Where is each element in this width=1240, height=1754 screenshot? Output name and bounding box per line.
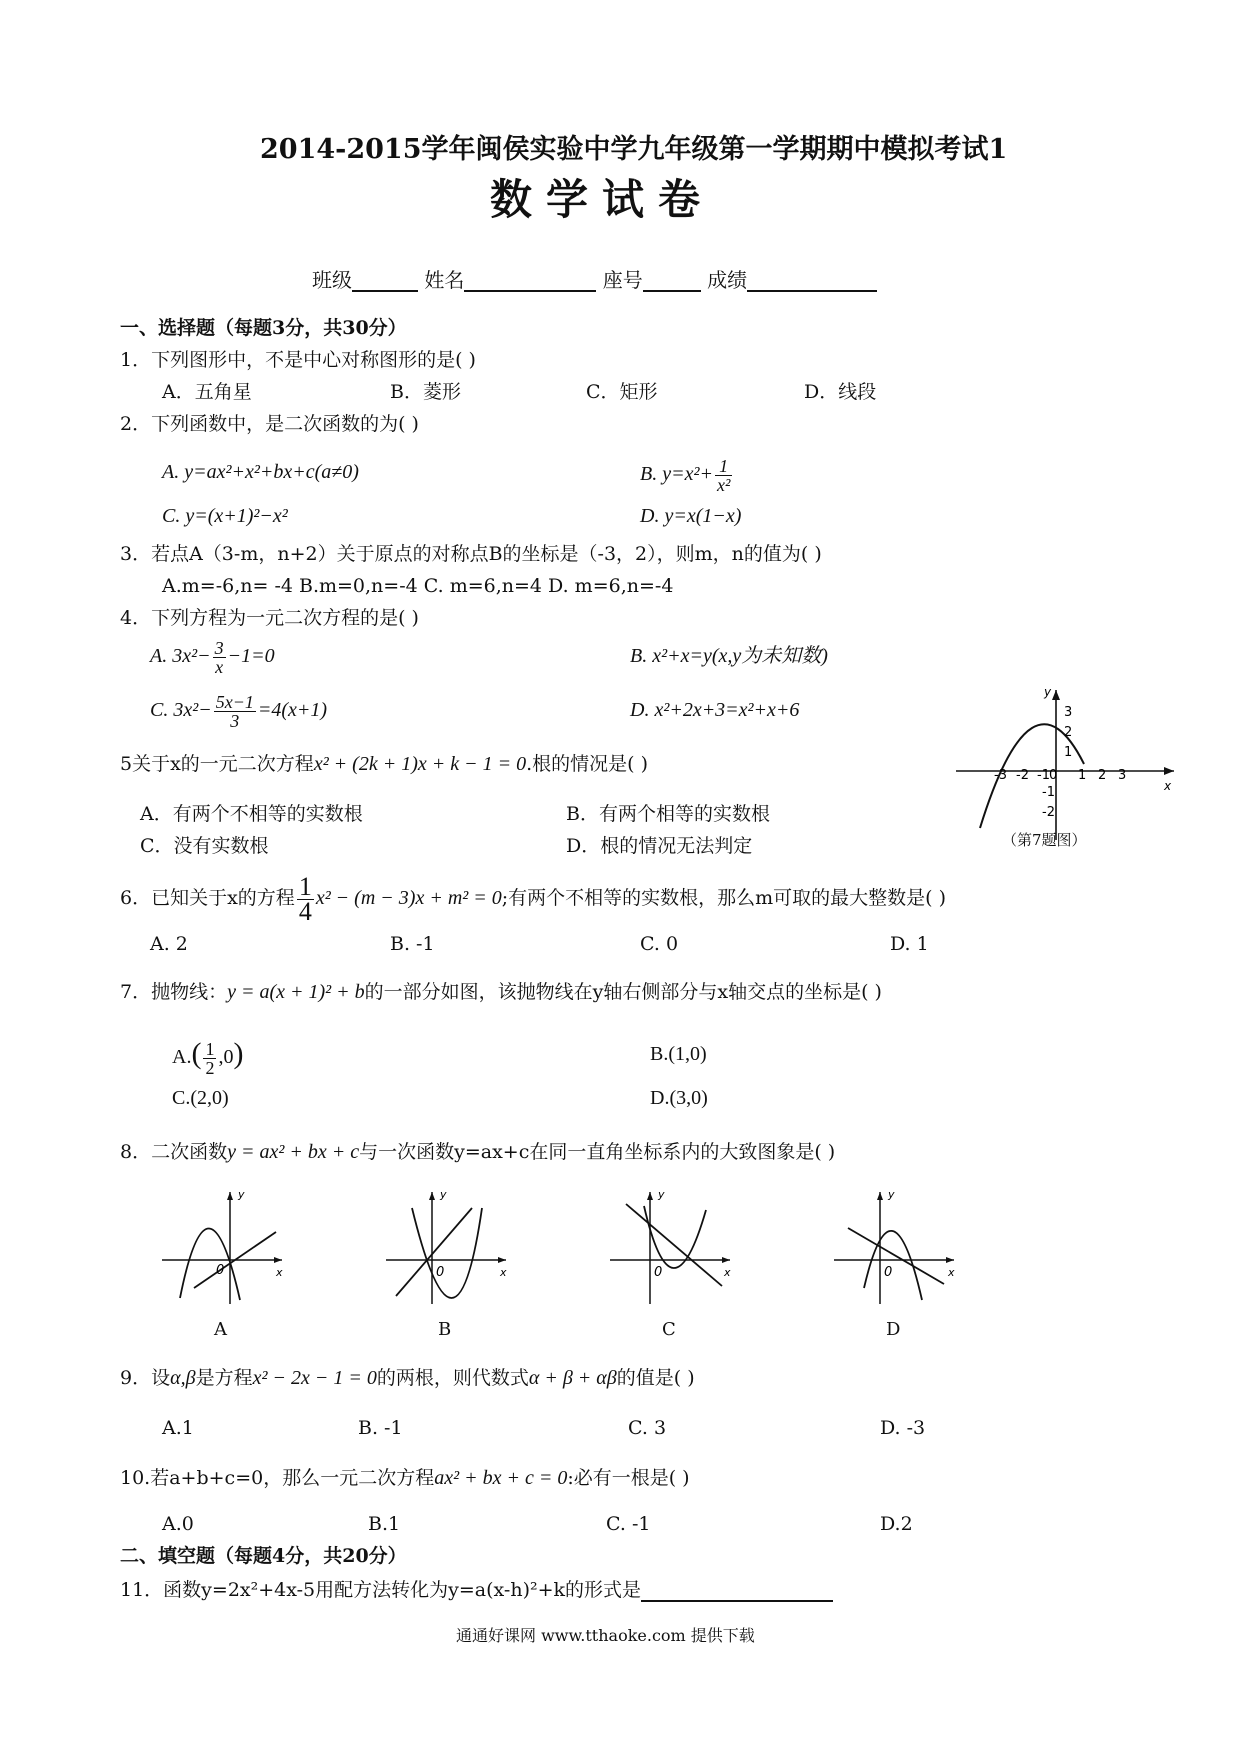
q6-option-a: A. 2 [150,933,188,955]
q5-option-a: A．有两个不相等的实数根 [140,803,363,825]
q4-option-a-pre: A. 3x²− [150,645,211,667]
q2-option-b-denominator: x² [716,474,731,495]
q9-option-d: D. -3 [880,1417,926,1439]
q10-option-d: D.2 [880,1513,913,1535]
svg-text:y: y [888,1188,895,1201]
svg-text:x: x [948,1266,955,1279]
q4-option-c [150,688,327,732]
q2-option-c: C. y=(x+1)²−x² [162,505,288,527]
score-blank[interactable] [747,268,877,292]
q8-graph-b-label: B [438,1319,452,1340]
q6-stem-post: ;有两个不相等的实数根，那么m可取的最大整数是( ) [501,887,947,909]
q8-d-line [848,1228,944,1284]
q7-y-tick: -1 [1042,785,1055,800]
q8-a-parabola [180,1228,240,1300]
q7-x-tick: 2 [1098,768,1107,783]
q7-equation: y = a(x + 1)² + b [227,981,365,1003]
q6-stem-pre: 6．已知关于x的方程 [120,887,295,909]
q8-b-line [396,1208,472,1296]
q4-option-c-denominator: 3 [230,710,240,731]
q7-x-tick: 0 [1049,768,1058,783]
q9-option-c: C. 3 [628,1417,667,1439]
q7-figure-caption: （第7题图） [1002,831,1087,849]
q9-stem-mid: 是方程 [195,1367,253,1389]
q2-option-b [640,452,734,496]
class-label: 班级 [312,268,352,292]
q7-x-arrow [1164,767,1174,775]
q7-x-label: x [1164,779,1172,793]
q10-stem-pre: 10.若a+b+c=0，那么一元二次方程 [120,1467,435,1489]
seat-blank[interactable] [643,268,701,292]
q6-stem [120,871,947,926]
svg-text:y: y [658,1188,665,1201]
q7-y-tick: 2 [1064,725,1073,740]
q2-option-b-numerator: 1 [715,457,732,476]
q1-option-b: B．菱形 [390,381,461,403]
q7-y-tick: -2 [1042,805,1055,820]
q5-stem [120,752,648,776]
q6-option-b: B. -1 [390,933,435,955]
q3-options: A.m=-6,n= -4 B.m=0,n=-4 C. m=6,n=4 D. m=6,n=-4 [162,575,674,597]
q10-option-c: C. -1 [606,1513,651,1535]
svg-text:0: 0 [216,1263,225,1278]
q7-x-tick: 3 [1118,768,1127,783]
svg-text:0: 0 [884,1265,893,1280]
q7-option-a-denominator: 2 [205,1057,215,1078]
q7-figure [952,680,1182,850]
student-info-row [312,268,877,292]
svg-text:y: y [440,1188,447,1201]
q8-b-parabola [412,1208,482,1298]
name-label: 姓名 [424,268,465,292]
q4-option-a [150,634,275,678]
q8-stem-post: 与一次函数y=ax+c在同一直角坐标系内的大致图象是( ) [359,1141,836,1163]
q10-stem-post: :必有一根是( ) [567,1467,690,1489]
q1-option-c: C．矩形 [586,381,658,403]
svg-text:0: 0 [436,1265,445,1280]
q7-x-tick: -1 [1037,768,1050,783]
exam-title: 2014-2015学年闽侯实验中学九年级第一学期期中模拟考试1 [260,134,1008,165]
q9-roots: α,β [170,1367,196,1389]
q7-x-tick: 1 [1078,768,1087,783]
q7-option-a-numerator: 1 [205,1038,215,1059]
q7-option-b: B.(1,0) [650,1043,707,1065]
q7-option-a-post: ,0 [218,1046,234,1068]
svg-text:x: x [276,1266,283,1279]
q7-x-tick: -2 [1016,768,1029,783]
q8-graph-a [158,1188,288,1308]
q3-stem: 3．若点A（3-m，n+2）关于原点的对称点B的坐标是（-3，2），则m，n的值为( ) [120,543,822,565]
q4-option-a-post: −1=0 [227,645,275,667]
q7-y-tick: 1 [1064,745,1073,760]
q7-option-a: A.( $\frac{1}{2}$ ,0) [172,1037,244,1078]
q7-y-tick: 3 [1064,705,1073,720]
q7-option-d: D.(3,0) [650,1087,708,1109]
q5-stem-pre: 5关于x的一元二次方程 [120,753,314,775]
class-blank[interactable] [352,268,418,292]
q4-option-a-denominator: x [215,656,224,677]
svg-text:0: 0 [654,1265,663,1280]
q7-y-arrow [1052,690,1060,700]
q9-stem [120,1366,695,1390]
q6-option-c: C. 0 [640,933,679,955]
q1-stem: 1．下列图形中，不是中心对称图形的是( ) [120,349,476,371]
q2-option-b-text: B. y=x²+ [640,463,713,485]
q10-option-b: B.1 [368,1513,401,1535]
footer-credit: 通通好课网 www.tthaoke.com 提供下载 [456,1626,755,1645]
svg-text:y: y [238,1188,245,1201]
q2-option-d: D. y=x(1−x) [640,505,742,527]
q8-graph-c [606,1188,736,1308]
q8-c-line [626,1204,722,1286]
q5-option-d: D．根的情况无法判定 [566,835,753,857]
q7-option-c: C.(2,0) [172,1087,229,1109]
q8-graph-c-label: C [662,1319,676,1340]
q7-y-label: y [1044,685,1052,699]
q10-equation: ax² + bx + c = 0 [434,1467,568,1489]
q10-option-a: A.0 [162,1513,194,1535]
q9-stem-mid2: 的两根，则代数式 [376,1367,529,1389]
q10-stem [120,1466,690,1490]
q5-option-c: C．没有实数根 [140,835,269,857]
q7-option-a-label: A. [172,1046,192,1068]
q9-equation: x² − 2x − 1 = 0 [252,1367,377,1389]
section-fill-heading: 二、填空题（每题4分，共20分） [120,1545,407,1567]
q9-stem-post: 的值是( ) [616,1367,695,1389]
q9-stem-pre: 9．设 [120,1367,171,1389]
q8-c-parabola [644,1206,706,1268]
q7-stem [120,980,882,1004]
q4-option-c-pre: C. 3x²− [150,699,212,721]
q2-stem: 2．下列函数中，是二次函数的为( ) [120,413,419,435]
q5-stem-post: .根的情况是( ) [526,753,649,775]
q7-stem-pre: 7．抛物线： [120,981,228,1003]
q5-option-b: B．有两个相等的实数根 [566,803,770,825]
exam-subtitle: 数学试卷 [490,175,715,224]
q6-option-d: D. 1 [890,933,929,955]
q9-expression: α + β + αβ [528,1367,617,1389]
q11-stem [120,1578,833,1602]
section-choice-heading: 一、选择题（每题3分，共30分） [120,317,407,339]
q8-stem-pre: 8．二次函数 [120,1141,228,1163]
q8-equation: y = ax² + bx + c [227,1141,360,1163]
q8-stem [120,1140,835,1164]
name-blank[interactable] [464,268,596,292]
q9-option-b: B. -1 [358,1417,403,1439]
svg-text:x: x [500,1266,507,1279]
q5-equation: x² + (2k + 1)x + k − 1 = 0 [313,753,527,775]
svg-text:x: x [724,1266,731,1279]
q4-option-a-numerator: 3 [214,637,224,658]
q2-option-a: A. y=ax²+x²+bx+c(a≠0) [162,461,359,483]
q6-fraction-denominator: 4 [298,896,312,926]
q11-answer-blank[interactable] [641,1578,833,1602]
q8-graph-a-label: A [214,1319,227,1340]
q11-stem-text: 11．函数y=2x²+4x-5用配方法转化为y=a(x-h)²+k的形式是 [120,1579,642,1601]
q7-x-tick: -3 [994,768,1007,783]
q4-option-b: B. x²+x=y(x,y为未知数) [630,645,828,667]
q8-graph-b [382,1188,512,1308]
q7-stem-post: 的一部分如图，该抛物线在y轴右侧部分与x轴交点的坐标是( ) [364,981,882,1003]
q8-graph-d [830,1188,960,1308]
q6-equation: x² − (m − 3)x + m² = 0 [315,887,502,909]
q4-option-c-numerator: 5x−1 [215,691,254,712]
q4-stem: 4．下列方程为一元二次方程的是( ) [120,607,419,629]
seat-label: 座号 [602,268,643,292]
q4-option-c-post: =4(x+1) [257,699,328,721]
q4-option-d: D. x²+2x+3=x²+x+6 [630,699,800,721]
q9-option-a: A.1 [162,1417,194,1439]
q1-option-d: D．线段 [804,381,877,403]
score-label: 成绩 [707,268,748,292]
q6-fraction-numerator: 1 [298,871,312,901]
q8-graph-d-label: D [886,1319,901,1340]
q1-option-a: A．五角星 [162,381,252,403]
